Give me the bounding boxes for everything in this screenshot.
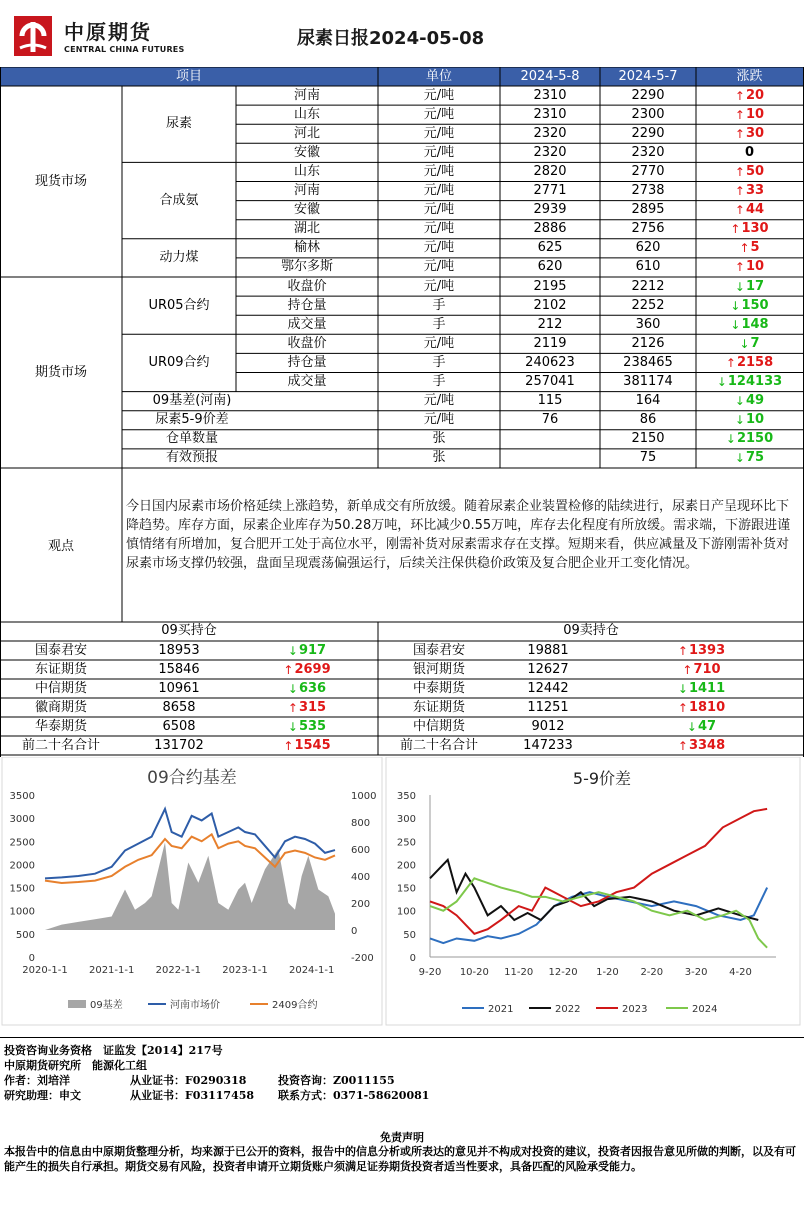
sell-title: 09卖持仓 (563, 623, 619, 638)
change-value: 315 (298, 699, 327, 715)
up-arrow-icon: ↑ (739, 241, 750, 256)
row-unit: 手 (432, 354, 446, 370)
disclaimer-text: 本报告中的信息由中原期货整理分析，均来源于已公开的资料，报告中的信息分析或所表达的意见并不构成对投资的建议，投资者因报告意见所做的判断，以及有可能产生的损失自行承担。期货交易有风险，投资者申请开立期货账户须满足证券期货投资者适当性要求，具备匹配的风险承受能力。 (4, 1145, 796, 1173)
row-change (696, 315, 803, 334)
row-name: 收盘价 (287, 335, 327, 351)
legend-label: 2023 (622, 1004, 648, 1015)
change-value: 75 (745, 450, 765, 466)
row-change (696, 334, 803, 353)
change-value: 47 (697, 718, 717, 734)
report-header (0, 0, 804, 67)
up-arrow-icon: ↑ (682, 662, 693, 677)
sell-broker: 前二十名合计 (399, 737, 478, 753)
down-arrow-icon: ↓ (730, 317, 741, 332)
sell-value: 9012 (531, 718, 565, 734)
row-value-2: 238465 (623, 354, 673, 370)
row-value-2: 164 (635, 393, 661, 409)
row-unit: 张 (432, 431, 446, 447)
sell-change (600, 736, 803, 755)
x-tick: 2024-1-1 (288, 965, 335, 976)
footer (0, 1037, 804, 1207)
view-label: 观点 (47, 538, 74, 554)
row-unit: 张 (432, 450, 446, 466)
change-value: 917 (298, 642, 327, 658)
row-name: 成交量 (287, 316, 327, 332)
sell-value: 147233 (523, 737, 573, 753)
spread-chart (384, 757, 804, 1027)
row-change (696, 353, 803, 372)
disclaimer-title: 免责声明 (380, 1131, 424, 1144)
legend-label: 2409合约 (272, 1000, 318, 1011)
row-value-1: 2771 (533, 183, 567, 199)
down-arrow-icon: ↓ (734, 451, 745, 466)
row-value-2: 2290 (631, 125, 665, 141)
y-tick: 250 (396, 837, 416, 849)
row-value-1 (500, 430, 600, 449)
assistant: 研究助理：申文 (4, 1089, 81, 1102)
x-tick: 11-20 (504, 967, 534, 978)
row-change (696, 105, 803, 124)
up-arrow-icon: ↑ (283, 662, 294, 677)
row-unit: 元/吨 (423, 163, 455, 179)
data-table (0, 67, 804, 467)
change-value: 2158 (736, 354, 774, 370)
row-value-2: 2738 (631, 183, 665, 199)
change-value: 2699 (294, 661, 331, 677)
row-value-2: 381174 (623, 374, 673, 390)
x-tick: 2022-1-1 (155, 965, 202, 976)
row-unit: 元/吨 (423, 125, 455, 141)
row-change (696, 239, 803, 258)
x-tick: 10-20 (459, 967, 489, 978)
row-change (696, 392, 803, 411)
row-value-2: 2756 (631, 221, 665, 237)
row-value-2: 2770 (631, 163, 665, 179)
buy-broker: 徽商期货 (34, 699, 87, 715)
row-value-2: 75 (639, 450, 657, 466)
legend-label: 2022 (555, 1004, 581, 1015)
chart-title: 5-9价差 (572, 769, 632, 788)
row-name: 鄂尔多斯 (280, 259, 333, 275)
y-right-tick: -200 (351, 953, 374, 964)
change-value: 710 (693, 661, 721, 677)
x-tick: 9-20 (418, 967, 442, 978)
company-logo-icon (14, 16, 52, 56)
up-arrow-icon: ↑ (677, 643, 688, 658)
up-arrow-icon: ↑ (725, 355, 736, 370)
buy-broker: 中信期货 (34, 680, 87, 696)
sell-change (600, 717, 803, 736)
row-value-1: 212 (537, 316, 563, 332)
row-name: 收盘价 (287, 278, 327, 294)
row-change (696, 124, 803, 143)
row-value-1: 2820 (533, 163, 567, 179)
sell-broker: 国泰君安 (412, 642, 465, 658)
row-value-2: 2290 (631, 87, 665, 103)
row-unit: 元/吨 (423, 278, 455, 294)
row-value-2: 2126 (631, 335, 665, 351)
row-value-1: 2119 (533, 335, 567, 351)
sell-value: 11251 (527, 699, 569, 715)
group-ur09: UR09合约 (148, 354, 210, 370)
row-name: 成交量 (287, 374, 327, 390)
company-name-cn: 中原期货 (64, 20, 152, 44)
row-value-2: 2252 (631, 297, 665, 313)
row-change (696, 143, 803, 162)
y-left-tick: 3000 (9, 814, 35, 826)
y-right-tick: 600 (351, 845, 371, 856)
row-value-1: 76 (541, 412, 559, 428)
change-value: 17 (745, 278, 765, 294)
legend-label: 09基差 (90, 1000, 123, 1011)
row-value-1: 2320 (533, 125, 567, 141)
sell-value: 12627 (527, 661, 569, 677)
charts-area (0, 757, 804, 1027)
buy-broker: 东证期货 (34, 661, 87, 677)
row-name: 榆林 (293, 240, 320, 256)
row-unit: 手 (432, 316, 446, 332)
down-arrow-icon: ↓ (730, 298, 741, 313)
row-change (696, 162, 803, 181)
row-name: 持仓量 (287, 297, 327, 313)
buy-value: 15846 (158, 661, 200, 677)
chart-title: 09合约基差 (147, 768, 237, 788)
row-change (696, 411, 803, 430)
change-value: 1545 (294, 737, 331, 753)
row-value-2: 2895 (631, 202, 665, 218)
row-value-1: 2102 (533, 297, 567, 313)
legend-label: 2021 (488, 1004, 514, 1015)
row-value-2: 360 (635, 316, 661, 332)
up-arrow-icon: ↑ (283, 738, 294, 753)
row-name: 仓单数量 (165, 431, 218, 447)
group-coal: 动力煤 (159, 249, 199, 265)
row-unit: 元/吨 (423, 202, 455, 218)
row-value-1: 257041 (525, 374, 575, 390)
change-value: 10 (745, 259, 765, 275)
buy-title: 09买持仓 (161, 623, 217, 638)
row-value-1: 2320 (533, 144, 567, 160)
change-value: 0 (744, 144, 755, 160)
row-value-1: 115 (537, 393, 563, 409)
row-unit: 元/吨 (423, 393, 455, 409)
row-name: 河南 (293, 87, 320, 103)
qualification: 投资咨询业务资格 证监发【2014】217号 (4, 1044, 223, 1057)
y-left-tick: 3500 (9, 791, 35, 802)
sell-broker: 中泰期货 (412, 680, 465, 696)
row-value-2: 620 (635, 240, 661, 256)
y-right-tick: 200 (351, 899, 371, 910)
sell-broker: 东证期货 (412, 699, 465, 715)
row-value-2: 2300 (631, 106, 665, 122)
y-tick: 150 (396, 883, 416, 895)
down-arrow-icon: ↓ (734, 279, 745, 294)
author-cert: 从业证书：F0290318 (130, 1074, 247, 1087)
row-value-1: 2310 (533, 87, 567, 103)
view-text: 今日国内尿素市场价格延续上涨趋势，新单成交有所放缓。随着尿素企业装置检修的陆续进行，尿素日产呈现环比下降趋势。库存方面，尿素企业库存为50.28万吨，环比减少0.55万吨，库存去化程度有所放缓。需求端，下游跟进谨慎情绪有所增加，复合肥开工处于高位水平，刚需补货对尿素需求存在支撑。短期来看，供应减量及下游刚需补货对尿素市场支撑仍较强，盘面呈现震荡偏强运行，后续关注保供稳价政策及复合肥企业开工变化情况。 (126, 499, 791, 571)
buy-value: 6508 (162, 718, 196, 734)
down-arrow-icon: ↓ (686, 719, 697, 734)
sell-value: 12442 (527, 680, 569, 696)
change-value: 535 (298, 718, 327, 734)
legend-swatch (68, 1000, 86, 1008)
buy-value: 131702 (154, 737, 204, 753)
row-change (696, 220, 803, 239)
up-arrow-icon: ↑ (734, 126, 745, 141)
row-value-1: 625 (537, 240, 563, 256)
x-tick: 2020-1-1 (22, 965, 68, 976)
sell-value: 19881 (527, 642, 569, 658)
y-left-tick: 2500 (9, 837, 35, 849)
y-right-tick: 400 (351, 872, 371, 883)
sell-broker: 银河期货 (412, 661, 465, 677)
sell-broker: 中信期货 (412, 718, 465, 734)
buy-change (236, 660, 378, 679)
section-futures: 期货市场 (34, 364, 87, 380)
row-name: 持仓量 (287, 354, 327, 370)
x-tick: 4-20 (729, 967, 752, 978)
sell-change (600, 660, 803, 679)
row-name: 湖北 (293, 221, 320, 237)
change-value: 124133 (727, 374, 783, 390)
up-arrow-icon: ↑ (734, 184, 745, 199)
y-right-tick: 0 (351, 926, 358, 937)
buy-change (236, 736, 378, 755)
row-name: 河北 (293, 125, 320, 141)
row-unit: 元/吨 (423, 240, 455, 256)
down-arrow-icon: ↓ (287, 643, 298, 658)
group-ammonia: 合成氨 (159, 192, 199, 208)
up-arrow-icon: ↑ (677, 700, 688, 715)
change-value: 10 (745, 412, 765, 428)
chart-frame (386, 757, 800, 1025)
change-value: 33 (745, 183, 765, 199)
up-arrow-icon: ↑ (734, 260, 745, 275)
row-name: 安徽 (293, 202, 320, 218)
x-tick: 3-20 (684, 967, 708, 978)
row-value-2: 86 (639, 412, 657, 428)
down-arrow-icon: ↓ (734, 394, 745, 409)
row-value-1: 620 (537, 259, 563, 275)
x-tick: 1-20 (596, 967, 619, 978)
row-change (696, 86, 803, 105)
basis-chart (0, 757, 384, 1027)
y-tick: 200 (396, 860, 416, 872)
row-value-1: 2886 (533, 221, 567, 237)
row-name: 河南 (293, 183, 320, 199)
y-tick: 50 (403, 929, 416, 941)
row-value-2: 610 (635, 259, 661, 275)
buy-change (236, 698, 378, 717)
assistant-cert: 从业证书：F03117458 (130, 1089, 255, 1102)
consult-cert: 投资咨询：Z0011155 (278, 1074, 395, 1087)
x-tick: 2021-1-1 (88, 965, 135, 976)
buy-change (236, 641, 378, 660)
row-name: 09基差(河南) (152, 393, 232, 409)
down-arrow-icon: ↓ (739, 336, 750, 351)
company-name-en: CENTRAL CHINA FUTURES (64, 45, 185, 54)
row-change (696, 182, 803, 201)
legend-label: 2024 (692, 1004, 718, 1015)
y-left-tick: 1500 (9, 883, 35, 895)
change-value: 10 (745, 106, 765, 122)
group-ur05: UR05合约 (148, 297, 210, 313)
row-name: 尿素5-9价差 (155, 412, 229, 428)
row-value-1: 240623 (525, 354, 575, 370)
up-arrow-icon: ↑ (734, 107, 745, 122)
y-left-tick: 1000 (9, 906, 35, 918)
row-change (696, 296, 803, 315)
down-arrow-icon: ↓ (716, 375, 727, 390)
contact: 联系方式：0371-58620081 (278, 1089, 430, 1102)
change-value: 50 (745, 163, 765, 179)
header-date-2: 2024-5-7 (618, 68, 678, 84)
change-value: 7 (750, 335, 760, 351)
row-value-1: 2939 (533, 202, 567, 218)
up-arrow-icon: ↑ (677, 738, 688, 753)
row-value-2: 2320 (631, 144, 665, 160)
row-name: 山东 (293, 163, 320, 179)
x-tick: 2023-1-1 (222, 965, 268, 976)
author: 作者：刘培洋 (4, 1074, 70, 1087)
change-value: 130 (741, 221, 769, 237)
row-unit: 元/吨 (423, 183, 455, 199)
section-spot: 现货市场 (34, 173, 87, 189)
row-change (696, 201, 803, 220)
change-value: 636 (298, 680, 327, 696)
y-left-tick: 0 (28, 953, 35, 964)
change-value: 3348 (688, 737, 726, 753)
change-value: 1810 (688, 699, 726, 715)
row-change (696, 449, 803, 468)
x-tick: 2-20 (640, 967, 664, 978)
header-date-1: 2024-5-8 (520, 68, 580, 84)
report-title: 尿素日报2024-05-08 (297, 28, 485, 49)
row-value-2: 2150 (631, 431, 665, 447)
sell-change (600, 641, 803, 660)
change-value: 150 (741, 297, 769, 313)
y-right-tick: 800 (351, 818, 371, 829)
row-name: 安徽 (293, 144, 320, 160)
buy-change (236, 717, 378, 736)
row-change (696, 373, 803, 392)
buy-value: 10961 (158, 680, 200, 696)
up-arrow-icon: ↑ (287, 700, 298, 715)
change-value: 44 (745, 202, 765, 218)
change-value: 5 (750, 240, 760, 256)
up-arrow-icon: ↑ (734, 164, 745, 179)
buy-value: 18953 (158, 642, 200, 658)
buy-broker: 前二十名合计 (21, 737, 100, 753)
change-value: 30 (745, 125, 765, 141)
y-tick: 100 (396, 906, 416, 918)
change-value: 148 (741, 316, 769, 332)
change-value: 49 (745, 393, 765, 409)
down-arrow-icon: ↓ (734, 413, 745, 428)
y-tick: 300 (396, 814, 416, 826)
change-value: 20 (745, 87, 765, 103)
row-unit: 元/吨 (423, 221, 455, 237)
legend-label: 河南市场价 (170, 1000, 220, 1011)
buy-broker: 华泰期货 (34, 718, 87, 734)
row-value-1: 2310 (533, 106, 567, 122)
group-urea: 尿素 (165, 116, 192, 132)
row-name: 山东 (293, 106, 320, 122)
buy-broker: 国泰君安 (34, 642, 87, 658)
row-unit: 元/吨 (423, 412, 455, 428)
y-tick: 350 (396, 791, 416, 802)
row-value-1: 2195 (533, 278, 567, 294)
header-item: 项目 (175, 68, 202, 84)
buy-change (236, 679, 378, 698)
row-unit: 元/吨 (423, 106, 455, 122)
sell-change (600, 679, 803, 698)
up-arrow-icon: ↑ (730, 222, 741, 237)
row-change (696, 430, 803, 449)
row-change (696, 277, 803, 296)
row-unit: 元/吨 (423, 87, 455, 103)
change-value: 2150 (736, 431, 774, 447)
sell-change (600, 698, 803, 717)
down-arrow-icon: ↓ (287, 719, 298, 734)
row-unit: 元/吨 (423, 144, 455, 160)
down-arrow-icon: ↓ (287, 681, 298, 696)
down-arrow-icon: ↓ (725, 432, 736, 447)
header-unit: 单位 (425, 68, 452, 84)
change-value: 1411 (688, 680, 726, 696)
row-unit: 元/吨 (423, 259, 455, 275)
row-unit: 手 (432, 374, 446, 390)
y-tick: 0 (409, 953, 416, 964)
down-arrow-icon: ↓ (677, 681, 688, 696)
change-value: 1393 (688, 642, 726, 658)
row-value-2: 2212 (631, 278, 665, 294)
department: 中原期货研究所 能源化工组 (4, 1059, 147, 1072)
buy-value: 8658 (162, 699, 196, 715)
row-value-1 (500, 449, 600, 468)
up-arrow-icon: ↑ (734, 203, 745, 218)
up-arrow-icon: ↑ (734, 88, 745, 103)
header-change: 涨跌 (736, 68, 763, 84)
y-left-tick: 500 (15, 929, 35, 941)
row-unit: 手 (432, 297, 446, 313)
y-left-tick: 2000 (9, 860, 35, 872)
row-unit: 元/吨 (423, 335, 455, 351)
row-change (696, 258, 803, 277)
y-right-tick: 1000 (351, 791, 377, 802)
x-tick: 12-20 (548, 967, 578, 978)
row-name: 有效预报 (165, 450, 218, 466)
